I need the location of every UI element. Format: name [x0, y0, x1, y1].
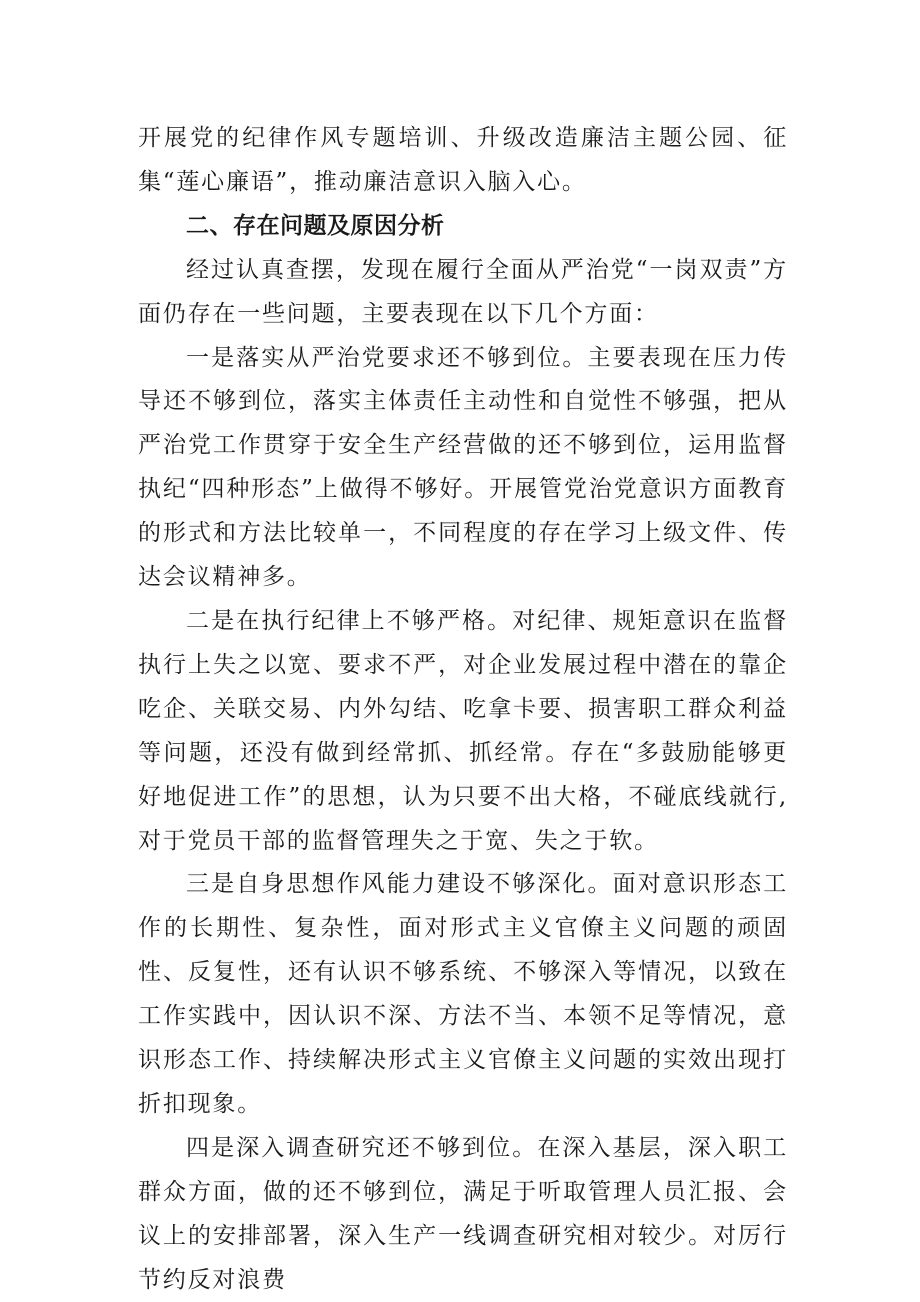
- continuation-paragraph: 开展党的纪律作风专题培训、升级改造廉洁主题公园、征集“莲心廉语”，推动廉洁意识入脑入心。: [138, 125, 788, 195]
- point-paragraph-4: 四是深入调查研究还不够到位。在深入基层，深入职工群众方面，做的还不够到位，满足于听取管理人员汇报、会议上的安排部署，深入生产一线调查研究相对较少。对厉行节约反对浪费: [138, 1134, 788, 1293]
- document-body: [138, 117, 788, 1302]
- point-paragraph-3: 三是自身思想作风能力建设不够深化。面对意识形态工作的长期性、复杂性，面对形式主义官僚主义问题的顽固性、反复性，还有认识不够系统、不够深入等情况，以致在工作实践中，因认识不深、方法不当、本领不足等情况，意识形态工作、持续解决形式主义官僚主义问题的实效出现打折扣现象。: [138, 871, 788, 1117]
- point-paragraph-1: 一是落实从严治党要求还不够到位。主要表现在压力传导还不够到位，落实主体责任主动性和自觉性不够强，把从严治党工作贯穿于安全生产经营做的还不够到位，运用监督执纪“四种形态”上做得不够好。开展管党治党意识方面教育的形式和方法比较单一，不同程度的存在学习上级文件、传达会议精神多。: [138, 344, 788, 591]
- intro-paragraph: 经过认真查摆，发现在履行全面从严治党“一岗双责”方面仍存在一些问题，主要表现在以下几个方面：: [138, 256, 788, 327]
- section-heading: 二、存在问题及原因分析: [186, 212, 445, 239]
- point-paragraph-2: 二是在执行纪律上不够严格。对纪律、规矩意识在监督执行上失之以宽、要求不严，对企业发展过程中潜在的靠企吃企、关联交易、内外勾结、吃拿卡要、损害职工群众利益等问题，还没有做到经常抓、抓经常。存在“多鼓励能够更好地促进工作”的思想，认为只要不出大格，不碰底线就行,对于党员干部的监督管理失之于宽、失之于软。: [138, 607, 788, 854]
